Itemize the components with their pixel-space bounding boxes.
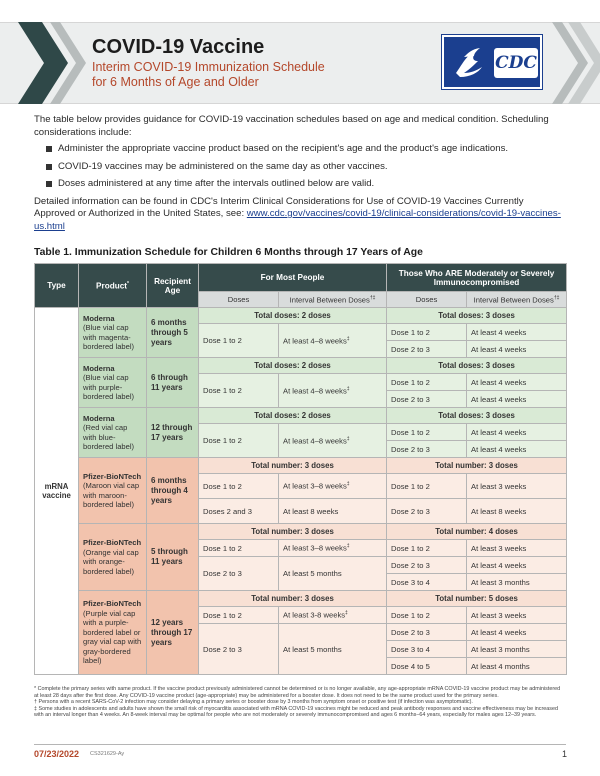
subheader-interval-sup: †‡	[369, 294, 376, 301]
bullet-square-icon	[46, 181, 52, 187]
interval-cell: At least 3 months	[467, 574, 567, 591]
interval-text: At least 3–8 weeks	[283, 543, 347, 553]
product-name: Moderna	[83, 363, 115, 373]
total-doses-most: Total doses: 2 doses	[199, 358, 387, 374]
dose-cell: Dose 1 to 2	[387, 374, 467, 391]
product-description: (Blue vial cap with magenta-bordered label)	[83, 323, 135, 351]
dose-cell: Dose 4 to 5	[387, 658, 467, 675]
interval-sup: ‡	[346, 435, 350, 442]
dose-cell: Dose 1 to 2	[387, 324, 467, 341]
total-doses-most: Total number: 3 doses	[199, 591, 387, 607]
total-doses-most: Total doses: 2 doses	[199, 408, 387, 424]
footer-date: 07/23/2022	[34, 749, 80, 759]
interval-text: At least 3–8 weeks	[283, 481, 347, 491]
interval-cell	[279, 474, 387, 499]
interval-cell: At least 3 weeks	[467, 540, 567, 557]
interval-cell: At least 8 weeks	[467, 499, 567, 524]
interval-cell	[279, 324, 387, 358]
dose-cell: Dose 2 to 3	[387, 624, 467, 641]
footer-doc-code: CS321629-Ay	[90, 751, 125, 757]
dose-cell: Dose 1 to 2	[199, 474, 279, 499]
table-row	[35, 591, 567, 607]
immunization-schedule-table	[34, 263, 567, 675]
total-doses-immuno: Total doses: 3 doses	[387, 308, 567, 324]
subheader-doses-most: Doses	[199, 292, 279, 308]
dose-cell: Dose 1 to 2	[199, 607, 279, 624]
detail-paragraph	[34, 196, 566, 234]
dose-cell: Dose 1 to 2	[387, 474, 467, 499]
bullet-square-icon	[46, 164, 52, 170]
intro-section	[34, 114, 566, 233]
header-immuno-bold: ARE	[445, 268, 463, 278]
bullet-text: Doses administered at any time after the intervals outlined below are valid.	[58, 178, 375, 189]
recipient-age-cell: 12 through 17 years	[147, 408, 199, 458]
interval-cell: At least 4 months	[467, 658, 567, 675]
table-row	[35, 358, 567, 374]
total-doses-immuno: Total number: 4 doses	[387, 524, 567, 540]
header-product-label: Product	[96, 281, 127, 291]
interval-text: At least 4–8 weeks	[283, 436, 347, 446]
dose-cell: Dose 1 to 2	[199, 424, 279, 458]
page-number: 1	[562, 749, 568, 759]
interval-cell	[279, 374, 387, 408]
interval-cell: At least 5 months	[279, 624, 387, 675]
interval-cell: At least 4 weeks	[467, 557, 567, 574]
interval-sup: ‡	[345, 610, 348, 617]
dose-cell: Dose 2 to 3	[387, 557, 467, 574]
footer-divider	[34, 744, 566, 745]
interval-cell: At least 4 weeks	[467, 341, 567, 358]
product-cell	[79, 408, 147, 458]
subheader-interval-most	[279, 292, 387, 308]
subheader-interval-sup: †‡	[553, 294, 560, 301]
interval-sup: ‡	[346, 385, 350, 392]
interval-cell: At least 4 weeks	[467, 624, 567, 641]
product-description: (Orange vial cap with orange-bordered label)	[83, 547, 139, 576]
considerations-list	[34, 143, 566, 191]
subtitle-line-2: for 6 Months of Age and Older	[92, 75, 259, 89]
dose-cell: Dose 3 to 4	[387, 574, 467, 591]
type-mrna-vaccine: mRNA vaccine	[35, 308, 79, 675]
header-immunocompromised	[387, 264, 567, 292]
header-immuno-part2: Moderately or Severely Immunocompromised	[433, 268, 555, 287]
dose-cell: Dose 2 to 3	[387, 441, 467, 458]
interval-sup: ‡	[346, 481, 350, 488]
product-name: Moderna	[83, 313, 115, 323]
product-description: (Blue vial cap with purple-bordered label)	[83, 373, 135, 401]
page-footer	[0, 744, 600, 764]
interval-cell: At least 4 weeks	[467, 391, 567, 408]
interval-cell: At least 3 weeks	[467, 607, 567, 624]
dose-cell: Dose 2 to 3	[199, 624, 279, 675]
bullet-text: COVID-19 vaccines may be administered on the same day as other vaccines.	[58, 160, 388, 172]
interval-cell	[279, 424, 387, 458]
interval-cell: At least 4 weeks	[467, 424, 567, 441]
interval-cell	[279, 607, 387, 624]
product-description: (Maroon vial cap with maroon-bordered label)	[83, 481, 140, 509]
dose-cell: Dose 1 to 2	[387, 424, 467, 441]
dose-cell: Dose 1 to 2	[199, 324, 279, 358]
table-row	[35, 458, 567, 474]
list-item	[34, 143, 566, 156]
dose-cell: Dose 2 to 3	[199, 557, 279, 591]
interval-text: At least 4–8 weeks	[283, 336, 347, 346]
total-doses-immuno: Total number: 5 doses	[387, 591, 567, 607]
total-doses-most: Total doses: 2 doses	[199, 308, 387, 324]
recipient-age-cell: 5 through 11 years	[147, 524, 199, 591]
interval-text: At least 3-8 weeks	[283, 610, 346, 620]
header-type: Type	[35, 264, 79, 308]
interval-cell: At least 8 weeks	[279, 499, 387, 524]
dose-cell: Dose 1 to 2	[199, 374, 279, 408]
footnote: * Complete the primary series with same product. If the vaccine product previously administered cannot be determined or is no longer available, any age-appropriate mRNA COVID-19 vaccine product may be administered at least 28 days after the first dose. Any COVID-19 vaccine product (age-appropriate) may be administered for a booster dose. It does not need to be the same product used for the primary series.	[34, 686, 561, 699]
dose-cell: Dose 3 to 4	[387, 641, 467, 658]
interval-sup: ‡	[346, 543, 350, 550]
product-cell	[79, 524, 147, 591]
header-chevron-right	[548, 22, 600, 104]
dose-cell: Dose 1 to 2	[387, 540, 467, 557]
product-description: (Red vial cap with blue-bordered label)	[83, 423, 135, 451]
interval-cell: At least 3 months	[467, 641, 567, 658]
total-doses-most: Total number: 3 doses	[199, 524, 387, 540]
interval-text: At least 4–8 weeks	[283, 386, 347, 396]
page-header	[0, 22, 600, 104]
intro-paragraph: The table below provides guidance for COVID-19 vaccination schedules based on age and medical condition. Scheduling considerations include:	[34, 114, 549, 138]
table-row	[35, 308, 567, 324]
product-cell	[79, 358, 147, 408]
interval-cell: At least 4 weeks	[467, 324, 567, 341]
total-doses-most: Total number: 3 doses	[199, 458, 387, 474]
list-item	[34, 178, 566, 191]
product-cell	[79, 458, 147, 524]
dose-cell: Dose 2 to 3	[387, 391, 467, 408]
product-name: Pfizer-BioNTech	[83, 471, 142, 481]
interval-cell: At least 3 weeks	[467, 474, 567, 499]
header-most-people: For Most People	[199, 264, 387, 292]
dose-cell: Doses 2 and 3	[199, 499, 279, 524]
product-name: Pfizer-BioNTech	[83, 599, 142, 609]
hhs-eagle-icon	[452, 43, 492, 83]
recipient-age-cell: 6 months through 4 years	[147, 458, 199, 524]
subheader-doses-immuno: Doses	[387, 292, 467, 308]
interval-cell	[279, 540, 387, 557]
subheader-interval-label: Interval Between Doses	[289, 295, 370, 305]
subheader-interval-label: Interval Between Doses	[473, 295, 554, 305]
header-product-sup: *	[126, 280, 129, 287]
table-row	[35, 524, 567, 540]
recipient-age-cell: 6 through 11 years	[147, 358, 199, 408]
dose-cell: Dose 2 to 3	[387, 499, 467, 524]
footnote: † Persons with a recent SARS-CoV-2 infection may consider delaying a primary series or booster dose by 3 months from symptom onset or positive test (if infection was asymptomatic).	[34, 699, 473, 706]
total-doses-immuno: Total doses: 3 doses	[387, 408, 567, 424]
table-row	[35, 408, 567, 424]
cdc-logo-text: CDC	[494, 48, 538, 78]
recipient-age-cell: 6 months through 5 years	[147, 308, 199, 358]
recipient-age-cell: 12 years through 17 years	[147, 591, 199, 675]
interval-cell: At least 5 months	[279, 557, 387, 591]
header-recipient-age: Recipient Age	[147, 264, 199, 308]
footnotes	[34, 686, 566, 719]
product-cell	[79, 308, 147, 358]
hhs-cdc-logo	[442, 35, 542, 89]
clinical-considerations-link[interactable]: www.cdc.gov/vaccines/covid-19/clinical-considerations/covid-19-vaccines-us.html	[34, 208, 561, 232]
bullet-square-icon	[46, 146, 52, 152]
interval-cell: At least 4 weeks	[467, 374, 567, 391]
total-doses-immuno: Total doses: 3 doses	[387, 358, 567, 374]
detail-text: Detailed information can be found in CDC's Interim Clinical Considerations for Use of COVID-19 Vaccines Currently Approved or Authorized in the United States, see:	[34, 195, 524, 219]
dose-cell: Dose 1 to 2	[387, 607, 467, 624]
product-name: Pfizer-BioNTech	[83, 538, 142, 547]
page-subtitle	[92, 60, 392, 90]
dose-cell: Dose 1 to 2	[199, 540, 279, 557]
header-immuno-part1: Those Who	[398, 268, 446, 278]
total-doses-immuno: Total number: 3 doses	[387, 458, 567, 474]
product-cell	[79, 591, 147, 675]
page-title: COVID-19 Vaccine	[92, 36, 265, 58]
list-item	[34, 161, 566, 174]
header-product	[79, 264, 147, 308]
interval-sup: ‡	[346, 335, 350, 342]
interval-cell: At least 4 weeks	[467, 441, 567, 458]
footnote: ‡ Some studies in adolescents and adults have shown the small risk of myocarditis associated with mRNA COVID-19 vaccines might be reduced and peak antibody responses and vaccine effectiveness may be increased with an interval longer than 4 weeks. An 8-week interval may be optimal for people who are not moderately or severely immunocompromised and ages 6 months–64 years, especially for males ages 12–39 years.	[34, 705, 558, 719]
subheader-interval-immuno	[467, 292, 567, 308]
dose-cell: Dose 2 to 3	[387, 341, 467, 358]
subtitle-line-1: Interim COVID-19 Immunization Schedule	[92, 60, 325, 74]
product-name: Moderna	[83, 413, 115, 423]
table-title: Table 1. Immunization Schedule for Children 6 Months through 17 Years of Age	[34, 247, 423, 258]
header-chevron-left	[0, 22, 90, 104]
bullet-text: Administer the appropriate vaccine product based on the recipient's age and the product's age indications.	[58, 143, 509, 154]
product-description: (Purple vial cap with a purple-bordered label or gray vial cap with gray-bordered label)	[83, 608, 142, 666]
